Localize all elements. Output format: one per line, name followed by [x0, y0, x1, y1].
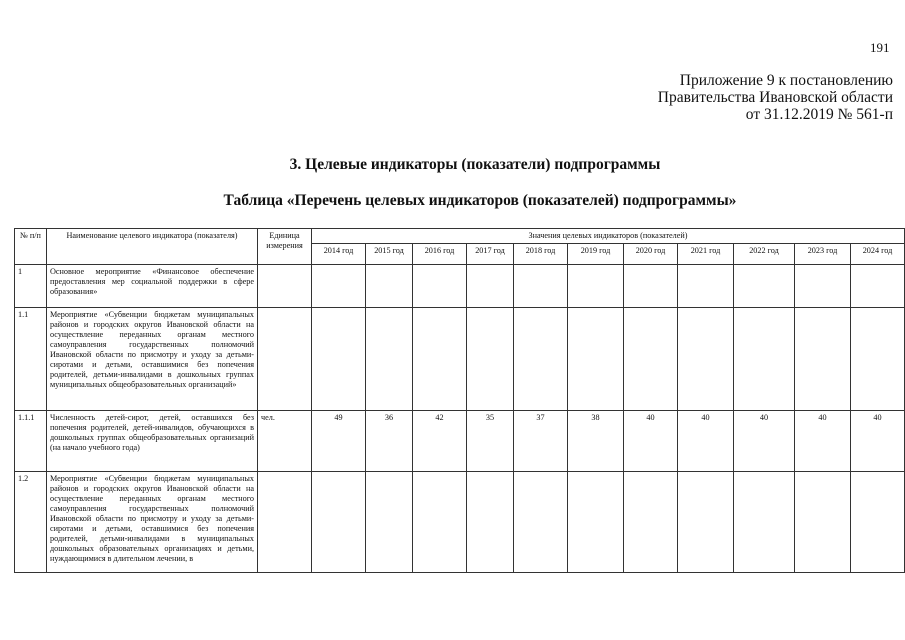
appendix-line-2: Правительства Ивановской области: [657, 89, 893, 106]
row-num: 1: [15, 265, 47, 308]
appendix-line-3: от 31.12.2019 № 561-п: [745, 106, 893, 123]
row-value: 35: [467, 411, 514, 472]
table-row: [15, 308, 905, 411]
header-year: 2016 год: [413, 244, 467, 265]
row-value: 42: [413, 411, 467, 472]
row-unit: [258, 472, 312, 573]
row-value: [366, 308, 413, 411]
header-num: № п/п: [15, 229, 47, 265]
row-value: [851, 308, 905, 411]
row-value: [795, 308, 851, 411]
header-row-1: [15, 229, 905, 244]
row-value: 40: [795, 411, 851, 472]
row-value: [514, 308, 568, 411]
header-year: 2024 год: [851, 244, 905, 265]
header-year: 2018 год: [514, 244, 568, 265]
header-year: 2022 год: [734, 244, 795, 265]
row-value: 38: [568, 411, 624, 472]
row-value: 40: [624, 411, 678, 472]
row-value: [568, 308, 624, 411]
row-value: [624, 265, 678, 308]
row-value: [413, 472, 467, 573]
row-value: [312, 265, 366, 308]
row-value: 37: [514, 411, 568, 472]
row-unit: чел.: [258, 411, 312, 472]
row-value: [734, 472, 795, 573]
row-value: 40: [851, 411, 905, 472]
header-year: 2015 год: [366, 244, 413, 265]
row-value: [467, 265, 514, 308]
header-year: 2021 год: [678, 244, 734, 265]
row-value: [413, 265, 467, 308]
header-year: 2023 год: [795, 244, 851, 265]
row-name: Основное мероприятие «Финансовое обеспечение предоставления мер социальной поддержки в сфере образования»: [47, 265, 258, 308]
row-value: [413, 308, 467, 411]
row-value: [678, 308, 734, 411]
row-value: [366, 265, 413, 308]
appendix-block: [658, 72, 893, 123]
row-value: [366, 472, 413, 573]
row-value: 36: [366, 411, 413, 472]
header-unit: Единица измерения: [258, 229, 312, 265]
appendix-line-1: Приложение 9 к постановлению: [679, 72, 893, 89]
row-value: [851, 265, 905, 308]
row-name: Мероприятие «Субвенции бюджетам муниципальных районов и городских округов Ивановской области на осуществление переданных органам местного самоуправления государственных полномочий Ивановской области по присмотру и уходу за детьми-сиротами и детьми, оставшимися без попечения родителей, детьми-инвалидами в дошкольных группах муниципальных общеобразовательных организаций»: [47, 308, 258, 411]
table-row: [15, 265, 905, 308]
row-value: [795, 265, 851, 308]
row-value: 40: [734, 411, 795, 472]
page-number: 191: [870, 40, 890, 55]
row-value: [795, 472, 851, 573]
header-year: 2019 год: [568, 244, 624, 265]
row-value: [312, 472, 366, 573]
row-value: [467, 472, 514, 573]
row-unit: [258, 308, 312, 411]
row-value: [514, 265, 568, 308]
row-value: [467, 308, 514, 411]
header-year: 2014 год: [312, 244, 366, 265]
table-title: Таблица «Перечень целевых индикаторов (показателей) подпрограммы»: [223, 192, 737, 209]
row-value: [568, 472, 624, 573]
row-name: Численность детей-сирот, детей, оставшихся без попечения родителей, детей-инвалидов, обучающихся в дошкольных группах общеобразовательных организаций (на начало учебного года): [47, 411, 258, 472]
row-value: [734, 308, 795, 411]
header-values-group: Значения целевых индикаторов (показателей): [312, 229, 905, 244]
header-name: Наименование целевого индикатора (показателя): [47, 229, 258, 265]
table-row: [15, 411, 905, 472]
row-value: 40: [678, 411, 734, 472]
indicators-table: [14, 228, 905, 573]
row-num: 1.2: [15, 472, 47, 573]
row-value: 49: [312, 411, 366, 472]
row-value: [678, 472, 734, 573]
row-value: [514, 472, 568, 573]
row-value: [568, 265, 624, 308]
row-value: [624, 308, 678, 411]
section-title: 3. Целевые индикаторы (показатели) подпрограммы: [289, 156, 661, 173]
header-year: 2020 год: [624, 244, 678, 265]
row-name: Мероприятие «Субвенции бюджетам муниципальных районов и городских округов Ивановской области на осуществление переданных органам местного самоуправления государственных полномочий Ивановской области по присмотру и уходу за детьми-сиротами и детьми, оставшимися без попечения родителей, детьми-инвалидами в муниципальных дошкольных образовательных организациях и детьми, нуждающимися в длительном лечении, в: [47, 472, 258, 573]
row-value: [624, 472, 678, 573]
row-num: 1.1.1: [15, 411, 47, 472]
table-row: [15, 472, 905, 573]
row-num: 1.1: [15, 308, 47, 411]
row-value: [851, 472, 905, 573]
row-value: [678, 265, 734, 308]
row-unit: [258, 265, 312, 308]
row-value: [734, 265, 795, 308]
row-value: [312, 308, 366, 411]
header-year: 2017 год: [467, 244, 514, 265]
